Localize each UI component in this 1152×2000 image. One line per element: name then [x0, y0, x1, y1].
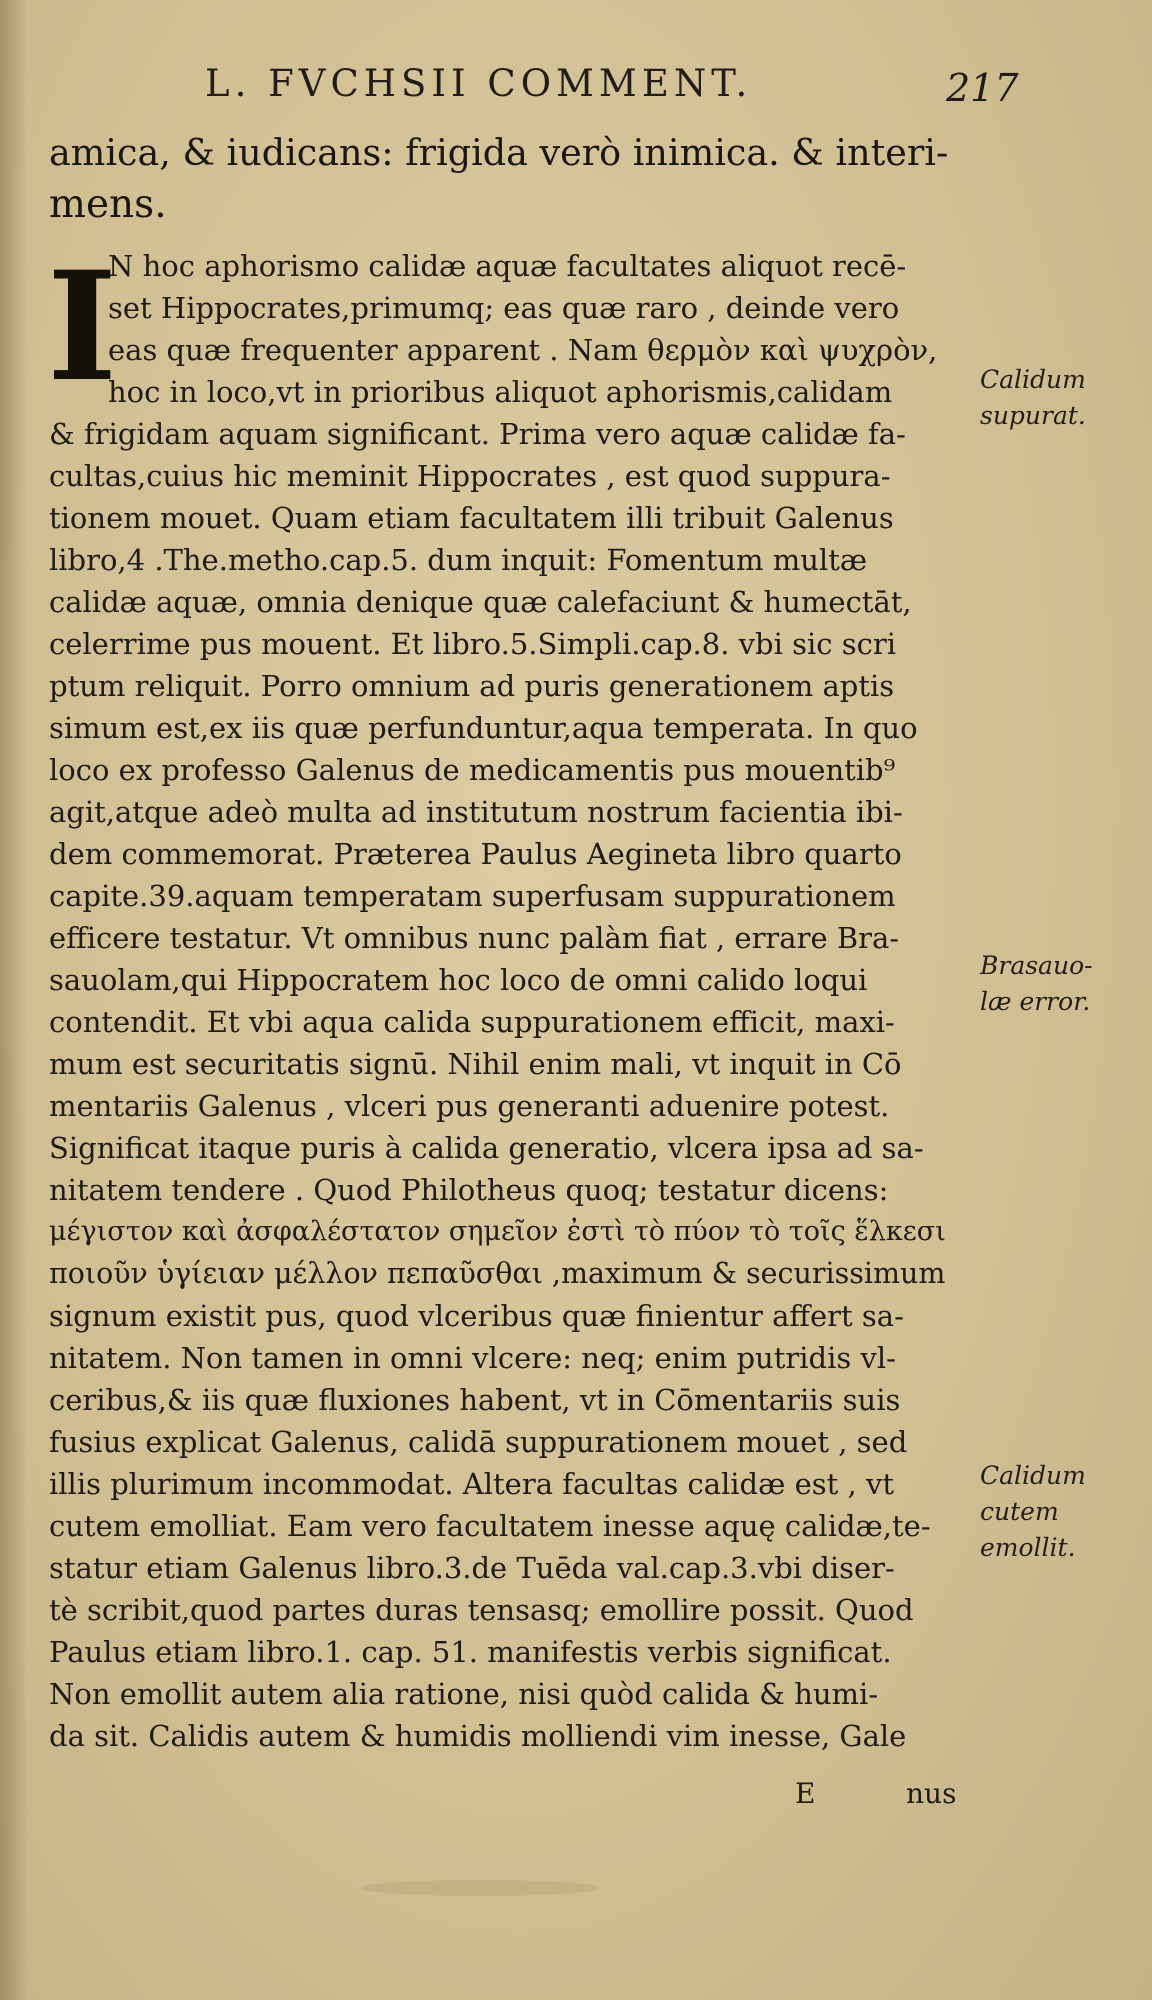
body-line: efficere testatur. Vt omnibus nunc palàm fiat , errare Bra- [49, 921, 900, 955]
body-line: mentariis Galenus , vlceri pus generanti aduenire potest. [49, 1089, 890, 1123]
body-line: cutem emolliat. Eam vero facultatem inesse aquę calidæ,te- [49, 1509, 931, 1543]
paper-smudge [360, 1880, 600, 1896]
body-line: libro,4 .The.metho.cap.5. dum inquit: Fomentum multæ [49, 543, 868, 577]
body-line: statur etiam Galenus libro.3.de Tuēda val.cap.3.vbi diser- [49, 1551, 895, 1585]
body-line: tionem mouet. Quam etiam facultatem illi tribuit Galenus [49, 501, 894, 535]
spine-shadow [0, 0, 28, 2000]
body-line: ceribus,& iis quæ fluxiones habent, vt in Cōmentariis suis [49, 1383, 901, 1417]
body-line: celerrime pus mouent. Et libro.5.Simpli.cap.8. vbi sic scri [49, 627, 896, 661]
body-line: eas quæ frequenter apparent . Nam θερμὸν καὶ ψυχρὸν, [108, 333, 938, 367]
marginal-note-calidum-supurat [980, 362, 1086, 434]
body-line: N hoc aphorismo calidæ aquæ facultates aliquot recē- [108, 249, 907, 283]
marginal-note-line: læ error. [980, 987, 1091, 1016]
heading-line-1: amica, & iudicans: frigida verò inimica. & interi- [49, 131, 949, 174]
body-line: tè scribit,quod partes duras tensasq; emollire possit. Quod [49, 1593, 914, 1627]
body-line: da sit. Calidis autem & humidis molliendi vim inesse, Gale [49, 1719, 907, 1753]
body-line: mum est securitatis signū. Nihil enim mali, vt inquit in Cō [49, 1047, 902, 1081]
marginal-note-calidum-cutem-emollit [980, 1458, 1086, 1566]
body-line: dem commemorat. Præterea Paulus Aegineta libro quarto [49, 837, 902, 871]
catchword: nus [906, 1777, 957, 1810]
body-line: Paulus etiam libro.1. cap. 51. manifestis verbis significat. [49, 1635, 892, 1669]
body-line: Significat itaque puris à calida generatio, vlcera ipsa ad sa- [49, 1131, 924, 1165]
body-line: cultas,cuius hic meminit Hippocrates , est quod suppura- [49, 459, 891, 493]
body-line: capite.39.aquam temperatam superfusam suppurationem [49, 879, 896, 913]
heading-line-2: mens. [49, 182, 167, 227]
body-line: contendit. Et vbi aqua calida suppurationem efficit, maxi- [49, 1005, 895, 1039]
body-line: hoc in loco,vt in prioribus aliquot aphorismis,calidam [108, 375, 893, 409]
marginal-note-line: supurat. [980, 401, 1086, 430]
body-line: illis plurimum incommodat. Altera facultas calidæ est , vt [49, 1467, 894, 1501]
marginal-note-line: Calidum [980, 1461, 1086, 1490]
body-line: ptum reliquit. Porro omnium ad puris generationem aptis [49, 669, 895, 703]
body-line-greek: μέγιστον καὶ ἀσφαλέστατον σημεῖον ἐστὶ τὸ πύον τὸ τοῖς ἕλκεσι [49, 1216, 946, 1247]
body-line: simum est,ex iis quæ perfunduntur,aqua temperata. In quo [49, 711, 918, 745]
body-line: calidæ aquæ, omnia denique quæ calefaciunt & humectāt, [49, 585, 912, 619]
body-line: signum existit pus, quod vlceribus quæ finientur affert sa- [49, 1299, 904, 1333]
body-line: & frigidam aquam significant. Prima vero aquæ calidæ fa- [49, 417, 906, 451]
body-line: nitatem tendere . Quod Philotheus quoq; testatur dicens: [49, 1173, 889, 1207]
body-line: loco ex professo Galenus de medicamentis pus mouentib⁹ [49, 753, 896, 787]
marginal-note-line: Brasauo- [980, 951, 1093, 980]
signature-mark: E [795, 1777, 816, 1810]
body-line: agit,atque adeò multa ad institutum nostrum facientia ibi- [49, 795, 903, 829]
drop-cap: I [47, 239, 118, 415]
marginal-note-line: emollit. [980, 1533, 1076, 1562]
running-head: L. FVCHSII COMMENT. [205, 62, 753, 105]
page-number: 217 [946, 66, 1019, 110]
body-line: sauolam,qui Hippocratem hoc loco de omni calido loqui [49, 963, 868, 997]
body-line-greek: ποιοῦν ὑγίειαν μέλλον πεπαῦσθαι ,maximum & securissimum [49, 1257, 946, 1290]
body-line: nitatem. Non tamen in omni vlcere: neq; enim putridis vl- [49, 1341, 896, 1375]
marginal-note-line: cutem [980, 1497, 1059, 1526]
body-line: fusius explicat Galenus, calidā suppurationem mouet , sed [49, 1425, 908, 1459]
marginal-note-brasauolae-error [980, 948, 1093, 1020]
body-line: set Hippocrates,primumq; eas quæ raro , deinde vero [108, 291, 900, 325]
body-line: Non emollit autem alia ratione, nisi quòd calida & humi- [49, 1677, 879, 1711]
marginal-note-line: Calidum [980, 365, 1086, 394]
